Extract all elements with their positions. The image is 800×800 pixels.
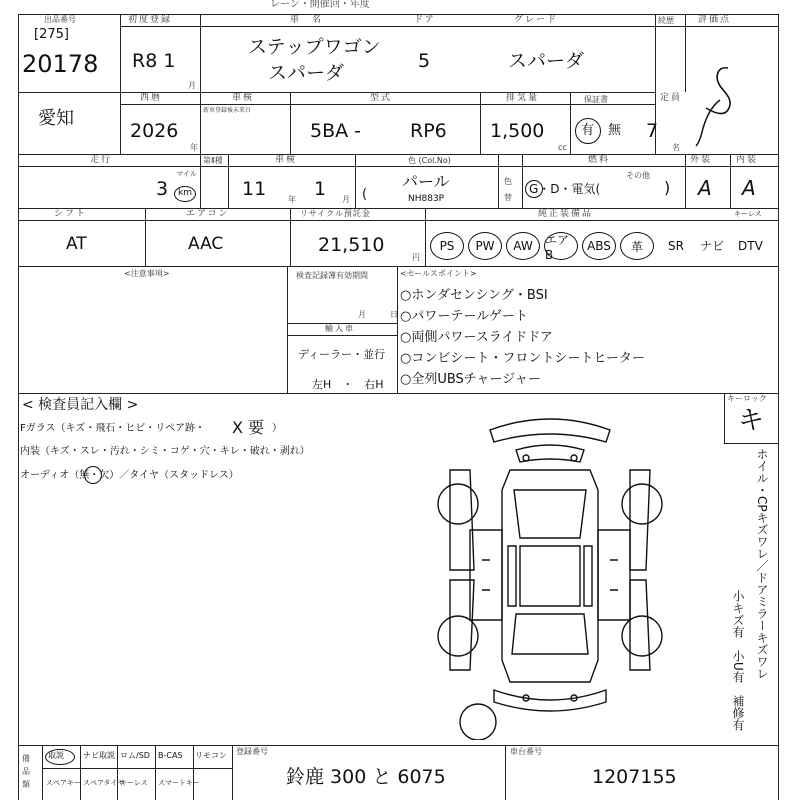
audio-mark-circle [84, 466, 102, 484]
interior-label: 内装 [736, 155, 759, 165]
import-hand: 左H ・ 右H [312, 378, 384, 391]
equipment-keyless: キーレス [734, 210, 762, 218]
inspection-date-year: 11 [242, 178, 267, 200]
displacement-unit: cc [558, 143, 567, 152]
aircon-label: エアコン [186, 209, 230, 219]
shift-label: シフト [54, 209, 88, 219]
equip-pw: PW [468, 232, 502, 260]
class-label: 第Ⅱ種 [203, 156, 223, 165]
warranty-label: 保証書 [584, 95, 608, 104]
acc-remote: リモコン [195, 751, 227, 760]
exterior-label: 外装 [690, 155, 713, 165]
side-note-2: 小キズ有 小U有 補修有 [731, 590, 745, 731]
capacity-value: 7 [646, 120, 659, 142]
keylock-value: キ [738, 406, 765, 436]
equip-aw: AW [506, 232, 540, 260]
inspection-date-year-unit: 年 [288, 195, 296, 204]
grade-value: スパーダ [508, 50, 585, 72]
displacement-value: 1,500 [490, 120, 545, 142]
import-dealer: ディーラー・並行 [298, 348, 386, 361]
fuel-other: その他 [626, 171, 650, 180]
inspector-glass-close: ） [272, 423, 282, 434]
color-code: NH883P [408, 194, 445, 204]
recycle-unit: 円 [412, 253, 420, 262]
history-label: 続歴 [658, 16, 674, 25]
equip-abs: ABS [582, 232, 616, 260]
reg-date-value: R8 1 [132, 50, 176, 72]
inspection-date-month: 1 [314, 178, 327, 200]
bottom-row-label: 備品類 [22, 754, 30, 789]
equip-ps: PS [430, 232, 464, 260]
recycle-value: 21,510 [318, 234, 385, 256]
inspection-value: 新車登録後未来日 [203, 107, 252, 114]
equip-sr: SR [668, 239, 684, 253]
notes-label: <注意事項> [124, 269, 170, 278]
equip-airbag: エアB [544, 232, 578, 260]
acc-smart-key: スマートキー [158, 779, 200, 787]
acc-bcas: B-CAS [158, 751, 183, 760]
color-label: 色 (Col.No) [408, 156, 451, 165]
warranty-yes: 有 [581, 123, 595, 138]
mileage-value: 3 [156, 178, 169, 200]
fuel-close: ) [664, 178, 671, 197]
import-label: 輸入車 [325, 324, 355, 333]
acc-spare-key: スペアキー [46, 779, 81, 787]
acc-manual: 取説 [48, 751, 64, 760]
equip-navi: ナビ [700, 239, 725, 253]
mileage-unit-mile: マイル [176, 170, 197, 178]
exterior-value: A [698, 176, 712, 200]
header-top: レーン・開催回・年度 [270, 0, 370, 10]
sales-point-4: ○コンビシート・フロントシートヒーター [400, 351, 645, 366]
inspect-box-month: 月 [358, 310, 366, 319]
car-name-line1: ステップワゴン [248, 36, 381, 58]
lot-number: 20178 [22, 50, 99, 78]
model-prefix: 5BA - [310, 120, 362, 142]
inspect-box-label: 検査記録簿有効期間 [296, 271, 368, 280]
keylock-label: キーロック [727, 394, 767, 403]
equip-dtv: DTV [738, 239, 763, 253]
chassis-label: 車台番号 [510, 747, 542, 756]
capacity-label: 定員 [660, 93, 683, 103]
acc-rom-sd: ロム/SD [120, 751, 150, 760]
rating-label: 評価点 [698, 15, 732, 25]
warranty-no: 無 [608, 123, 622, 138]
inspector-glass: Fガラス（キズ・飛石・ヒビ・リペア跡・ [20, 423, 206, 434]
color-value: パール [402, 172, 450, 191]
equip-leather: 革 [620, 232, 654, 260]
sales-point-1: ○ホンダセンシング・BSI [400, 288, 548, 303]
model-code: RP6 [410, 120, 447, 142]
interior-value: A [742, 176, 756, 200]
mileage-unit-km: km [178, 188, 192, 198]
recycle-label: リサイクル預託金 [300, 209, 371, 218]
sales-point-5: ○全列UBSチャージャー [400, 372, 541, 387]
displacement-label: 排気量 [506, 93, 540, 103]
side-note-1: ホイル・CPキズワレ／ドアミラーキズワレ [755, 448, 769, 680]
chassis-value: 1207155 [592, 766, 677, 788]
inspector-interior: 内装（キズ・スレ・汚れ・シミ・コゲ・穴・キレ・破れ・剥れ） [20, 446, 310, 457]
year-label: 西暦 [140, 93, 163, 103]
acc-manual-circle [45, 749, 75, 765]
door-label: ドア [414, 15, 436, 25]
car-name-line2: スパーダ [268, 62, 345, 84]
inspection-label: 車検 [232, 93, 255, 103]
inspection-date-label: 車検 [275, 155, 298, 165]
sales-label: <セールスポイント> [400, 269, 477, 278]
lot-label: 出品番号 [44, 15, 76, 24]
car-name-label: 車 名 [290, 15, 324, 25]
acc-spare-tire: スペアタイヤ [83, 779, 125, 787]
lot-sub: [275] [34, 27, 69, 42]
handwritten-slash [690, 96, 726, 148]
door-value: 5 [418, 50, 431, 72]
fuel-label: 燃料 [588, 155, 611, 165]
color-swap: 色 替 [504, 177, 512, 202]
fuel-options: G・D・電気( [529, 182, 601, 196]
year-value: 2026 [130, 120, 179, 142]
sales-point-3: ○両側パワースライドドア [400, 330, 553, 345]
inspect-box-day: 日 [390, 310, 398, 319]
plate-value: 鈴鹿 300 と 6075 [286, 766, 446, 788]
car-damage-diagram [430, 410, 670, 740]
plate-label: 登録番号 [236, 747, 268, 756]
inspector-label: < 検査員記入欄 > [22, 397, 139, 413]
model-label: 型式 [370, 93, 393, 103]
color-paren: ( [362, 187, 368, 202]
sales-point-2: ○パワーテールゲート [400, 309, 528, 324]
shift-value: AT [66, 234, 87, 254]
equipment-label: 純正装備品 [538, 209, 594, 219]
inspector-glass-mark: X 要 [232, 418, 265, 437]
capacity-unit: 名 [672, 143, 680, 152]
region: 愛知 [38, 108, 74, 129]
year-unit: 年 [190, 143, 198, 152]
reg-date-label: 初度登録 [128, 15, 173, 25]
inspector-audio: オーディオ（無・欠）／タイヤ（スタッドレス） [20, 470, 239, 481]
inspection-date-month-unit: 月 [342, 195, 350, 204]
grade-label: グレード [514, 15, 559, 25]
acc-navi-manual: ナビ取説 [83, 751, 115, 760]
acc-keyless: キーレス [120, 779, 148, 787]
reg-date-month-unit: 月 [188, 81, 196, 90]
mileage-label: 走行 [90, 155, 113, 165]
aircon-value: AAC [188, 234, 224, 254]
